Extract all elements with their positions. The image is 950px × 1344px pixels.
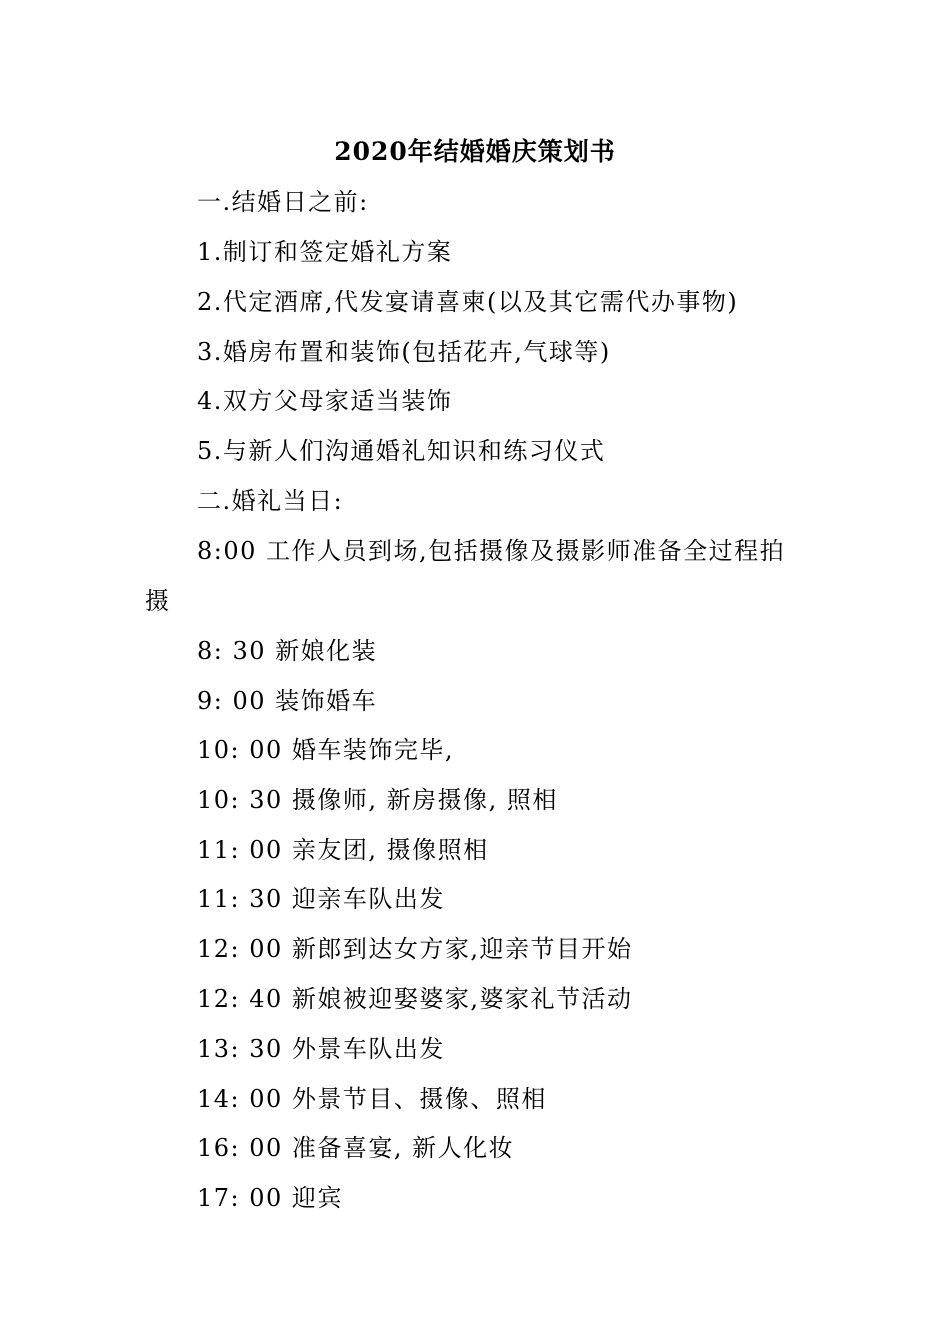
section-heading-wedding-day: 二.婚礼当日: [197, 487, 344, 515]
schedule-item: 8:00 工作人员到场,包括摄像及摄影师准备全过程拍 [197, 537, 786, 565]
schedule-item: 13: 30 外景车队出发 [197, 1035, 445, 1063]
schedule-item: 11: 00 亲友团, 摄像照相 [197, 836, 489, 864]
list-item: 5.与新人们沟通婚礼知识和练习仪式 [197, 437, 606, 465]
schedule-item: 10: 30 摄像师, 新房摄像, 照相 [197, 786, 558, 814]
schedule-item: 9: 00 装饰婚车 [197, 687, 378, 715]
list-item: 3.婚房布置和装饰(包括花卉,气球等) [197, 338, 611, 366]
list-item: 4.双方父母家适当装饰 [197, 387, 453, 415]
schedule-item: 12: 00 新郎到达女方家,迎亲节目开始 [197, 935, 633, 963]
schedule-item: 14: 00 外景节目、摄像、照相 [197, 1085, 547, 1113]
schedule-item: 11: 30 迎亲车队出发 [197, 885, 445, 913]
schedule-item: 10: 00 婚车装饰完毕, [197, 736, 455, 764]
schedule-item: 8: 30 新娘化装 [197, 637, 378, 665]
document-title: 2020年结婚婚庆策划书 [334, 137, 616, 166]
list-item: 1.制订和签定婚礼方案 [197, 238, 453, 266]
schedule-item: 16: 00 准备喜宴, 新人化妆 [197, 1134, 515, 1162]
schedule-item: 17: 00 迎宾 [197, 1184, 343, 1212]
schedule-item: 12: 40 新娘被迎娶婆家,婆家礼节活动 [197, 985, 633, 1013]
list-item: 2.代定酒席,代发宴请喜柬(以及其它需代办事物) [197, 288, 739, 316]
section-heading-before-wedding: 一.结婚日之前: [197, 188, 369, 216]
schedule-item-continuation: 摄 [145, 587, 169, 615]
